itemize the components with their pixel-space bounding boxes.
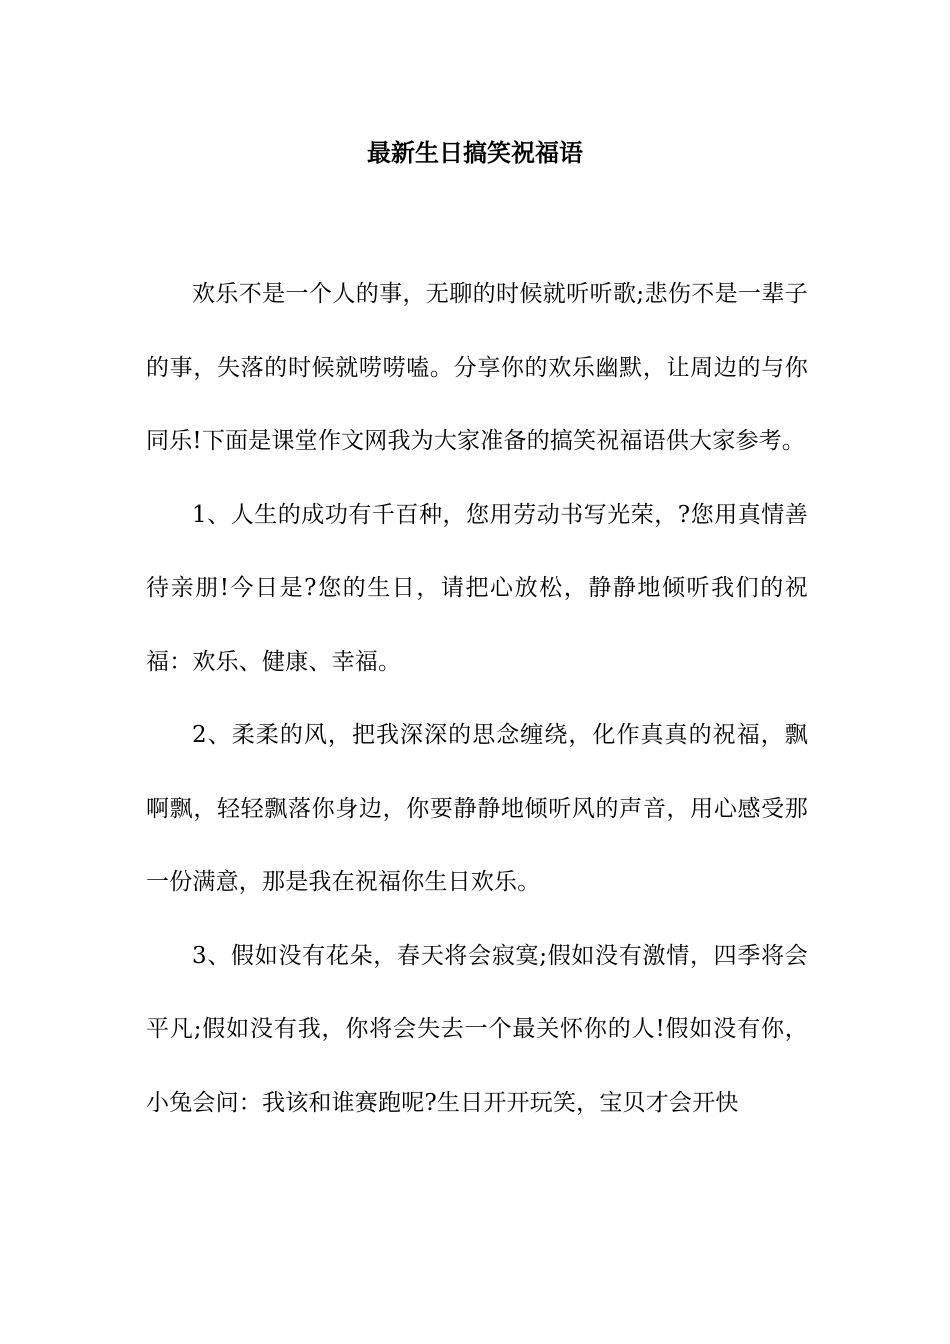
paragraph-item-3: 3、假如没有花朵，春天将会寂寞;假如没有激情，四季将会平凡;假如没有我，你将会失去一个最关怀你的人!假如没有你，小兔会问：我该和谁赛跑呢?生日开开玩笑，宝贝才会开快 [146, 942, 808, 1116]
paragraph-item-1: 1、人生的成功有千百种，您用劳动书写光荣，?您用真情善待亲朋!今日是?您的生日，请把心放松，静静地倾听我们的祝福：欢乐、健康、幸福。 [146, 501, 808, 675]
document-body [146, 258, 808, 1140]
paragraph-intro: 欢乐不是一个人的事，无聊的时候就听听歌;悲伤不是一辈子的事，失落的时候就唠唠嗑。分享你的欢乐幽默，让周边的与你同乐!下面是课堂作文网我为大家准备的搞笑祝福语供大家参考。 [146, 281, 808, 454]
paragraph-item-2: 2、柔柔的风，把我深深的思念缠绕，化作真真的祝福，飘啊飘，轻轻飘落你身边，你要静静地倾听风的声音，用心感受那一份满意，那是我在祝福你生日欢乐。 [146, 722, 808, 895]
document-title: 最新生日搞笑祝福语 [367, 138, 583, 167]
